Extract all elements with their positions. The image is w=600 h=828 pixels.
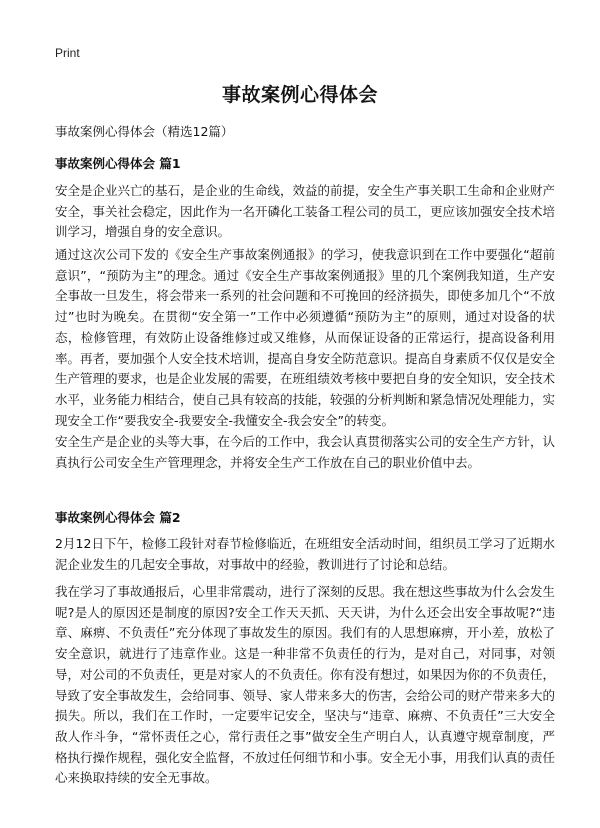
section-heading-2: 事故案例心得体会 篇2 [55, 510, 181, 525]
section-1-paragraph-2: 通过这次公司下发的《安全生产事故案例通报》的学习，使我意识到在工作中要强化“超前意识”，“预防为主”的理念。通过《安全生产事故案例通报》里的几个案例我知道，生产安全事故一旦发生，将会带来一系列的社会问题和不可挽回的经济损失，即使多加几个“不放过”也时为晚矣。在贯彻“安全第一”工作中必须遵循“预防为主”的原则，通过对设备的状态，检修管理，有效防止设备维修过或又维修，从而保证设备的正常运行，提高设备利用率。再者，要加强个人安全技术培训，提高自身安全防范意识。提高自身素质不仅仅是安全生产管理的要求，也是企业发展的需要，在班组绩效考核中要把自身的安全知识，安全技术水平，业务能力相结合，使自己具有较高的技能，较强的分析判断和紧急情况处理能力，实现安全工作“要我安全-我要安全-我懂安全-我会安全”的转变。 [55, 247, 556, 428]
print-link[interactable]: Print [55, 46, 80, 60]
page-title: 事故案例心得体会 [221, 84, 378, 106]
document-subtitle: 事故案例心得体会（精选12篇） [55, 124, 234, 139]
section-2-paragraph-1: 2月12日下午，检修工段针对春节检修临近，在班组安全活动时间，组织员工学习了近期水泥企业发生的几起安全事故，对事故中的经验，教训进行了讨论和总结。 [55, 536, 555, 572]
section-1-paragraph-1: 安全是企业兴亡的基石，是企业的生命线，效益的前提，安全生产事关职工生命和企业财产安全，事关社会稳定，因此作为一名开磷化工装备工程公司的员工，更应该加强安全技术培训学习，增强自身的安全意识。 [55, 183, 556, 240]
section-heading-1: 事故案例心得体会 篇1 [55, 156, 181, 171]
section-2-paragraph-2: 我在学习了事故通报后，心里非常震动，进行了深刻的反思。我在想这些事故为什么会发生呢?是人的原因还是制度的原因?安全工作天天抓、天天讲，为什么还会出安全事故呢?“违章、麻痹、不负责任”充分体现了事故发生的原因。我们有的人思想麻痹，开小差，放松了安全意识，就进行了违章作业。这是一种非常不负责任的行为，是对自己，对同事，对领导，对公司的不负责任，更是对家人的不负责任。你有没有想过，如果因为你的不负责任，导致了安全事故发生，会给同事、领导、家人带来多大的伤害，会给公司的财产带来多大的损失。所以，我们在工作时，一定要牢记安全，坚决与“违章、麻痹、不负责任”三大安全敌人作斗争，“常怀责任之心，常行责任之事”做安全生产明白人，认真遵守规章制度，严格执行操作规程，强化安全监督，不放过任何细节和小事。安全无小事，用我们认真的责任心来换取持续的安全无事故。 [55, 584, 556, 786]
section-1-paragraph-3: 安全生产是企业的头等大事，在今后的工作中，我会认真贯彻落实公司的安全生产方针，认真执行公司安全生产管理理念，并将安全生产工作放在自己的职业价值中去。 [55, 434, 556, 470]
